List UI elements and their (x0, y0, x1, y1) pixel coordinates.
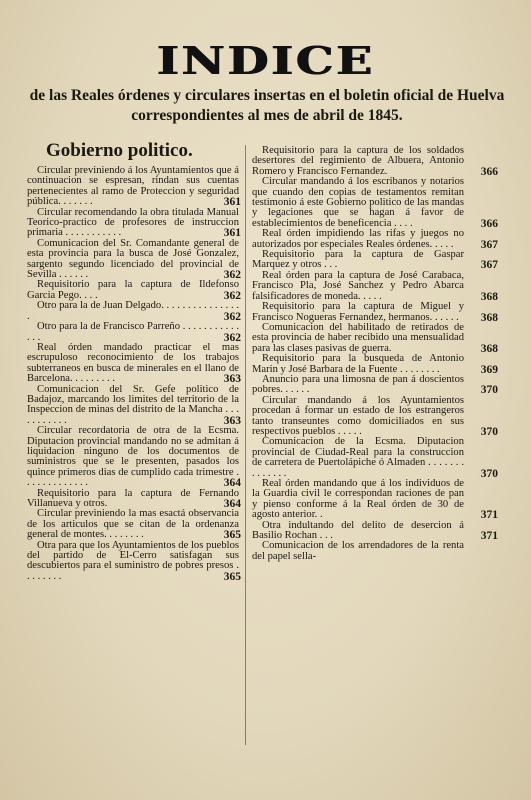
index-entry (252, 373, 498, 397)
entry-text: Comunicacion del Sr. Gefe politico de Badajoz, marcando los limites del territorio de la Inspeccion de minas del distrito de la Mancha . . . . . . . . . . . (27, 383, 239, 426)
entry-text: Comunicacion del Sr. Comandante general de esta provincia para la busca de José Gonzalez, sargento segundo licenciado del provincial de Sevilla . . . . . . (27, 237, 239, 281)
entry-text: Otra indultando del delito de desercion á Basilio Rochan . . . (252, 519, 464, 542)
entry-page-number: 366 (480, 217, 498, 230)
index-entry (252, 541, 464, 562)
entry-page-number: 361 (223, 227, 241, 240)
index-entry (252, 249, 498, 272)
entry-page-number: 363 (223, 373, 241, 386)
entry-page-number: 362 (223, 289, 241, 302)
entry-page-number: 362 (223, 310, 241, 323)
index-entry (252, 436, 498, 480)
entry-text: Requisitorio para la captura de los soldados desertores del regimiento de Albuera, Antonio Romero y Francisco Fernandez. (252, 145, 464, 177)
index-entry (252, 145, 498, 178)
entry-page-number: 362 (223, 331, 241, 344)
index-entry (252, 176, 498, 230)
entry-text: Circular recordatoria de otra de la Ecsma. Diputacion provincial mandando no se admitan á liquidacion ninguno de los documentos de suministros que se le presenten, pasados los quince primeros dias de cumplido cada trimestre . . . . . . . . . . . . . (27, 425, 239, 489)
page-subtitle: de las Reales órdenes y circulares insertas en el boletin oficial de Huelva correspondientes al mes de abril de 1845. (29, 87, 505, 124)
index-entry (252, 394, 498, 438)
index-entry (27, 489, 239, 510)
entry-page-number: 369 (480, 363, 498, 376)
entry-text: Requisitorio para la captura de Miguel y Francisco Nogueras Fernandez, hermanos. . . . . . (252, 301, 464, 323)
page-title: INDICE (156, 38, 375, 83)
index-entry (252, 519, 498, 543)
entry-page-number: 370 (480, 425, 498, 438)
entry-text: Comunicacion de los arrendadores de la renta del papel sella- (252, 540, 464, 562)
entry-page-number: 370 (480, 467, 498, 480)
index-entry (27, 239, 239, 281)
index-entry (27, 385, 239, 427)
entry-text: Otra para que los Ayuntamientos de los pueblos del partido de El-Cerro satisfagan sus descubiertos para el suministro de pobres presos . . . . . . . . (27, 539, 239, 582)
index-entry (27, 301, 239, 322)
index-entry (27, 322, 239, 343)
entry-text: Circular mandando á los escribanos y notarios que cuando den copias de testamentos remitan testimonio á este Gobierno politico de las mandas y legaciones que se hagan á favor de establecimientos de beneficencia . . . . (252, 176, 464, 229)
entry-page-number: 361 (223, 196, 241, 209)
entry-text: Circular recomendando la obra titulada Manual Teorico-practico de profesores de instruccion primaria . . . . . . . . . . . (27, 206, 239, 239)
entry-text: Real órden mandando que á los individuos de la Guardia civil le correspondan raciones de pan y pienso conforme á la Real órden de 30 de agosto anterior. . (252, 478, 464, 521)
index-entry (27, 166, 239, 208)
index-entry (27, 280, 239, 301)
entry-page-number: 367 (480, 259, 498, 272)
entry-text: Requisitorio para la captura de Fernando Villanueva y otros. (27, 487, 239, 509)
entry-text: Requisitorio para la captura de Gaspar Marquez y otros . . . (252, 249, 464, 271)
entry-text: Circular previniendo á los Ayuntamientos que á continuacion se espresan, rindan sus cuentas pertenecientes al ramo de Proteccion y seguridad pública. . . . . . . (27, 165, 239, 208)
column-divider (245, 145, 246, 745)
entry-text: Requisitorio para la captura de Ildefonso Garcia Pego. . . . (27, 279, 239, 301)
entry-text: Circular previniendo la mas esactá observancia de los articulos que se citan de la ordenanza general de montes. . . . . . . . (27, 508, 239, 541)
left-column (27, 166, 239, 582)
index-entry (27, 509, 239, 540)
index-entry (252, 353, 498, 376)
entry-text: Circular mandando á los Ayuntamientos procedan á formar un estado de los estrangeros tanto transeuntes como domiciliados en sus respectivos pueblos . . . . . (252, 394, 464, 437)
entry-page-number: 362 (223, 269, 241, 282)
entry-page-number: 366 (480, 165, 498, 178)
index-entry (252, 478, 498, 522)
entry-page-number: 368 (480, 290, 498, 303)
section-heading: Gobierno politico. (46, 140, 193, 161)
index-entry (252, 228, 498, 251)
entry-text: Real órden mandado practicar el mas escrupuloso reconocimiento de los trabajos subterraneos en busca de minerales en el llano de Barcelona. . . . . . . . . (27, 341, 239, 385)
right-column (252, 145, 498, 562)
index-entry (27, 343, 239, 385)
index-entry (252, 321, 498, 355)
entry-page-number: 365 (223, 570, 241, 583)
entry-page-number: 367 (480, 238, 498, 251)
entry-page-number: 370 (480, 384, 498, 397)
entry-text: Comunicacion de la Ecsma. Diputacion provincial de Ciudad-Real para la construccion de carretera de Puertolápiche ó Almaden . . . . . . . . . . . . . . (252, 436, 464, 479)
entry-text: Real órden impidiendo las rifas y juegos no autorizados por especiales Reales órdenes. . . . . (252, 228, 464, 250)
entry-page-number: 364 (223, 498, 241, 510)
entry-page-number: 368 (480, 342, 498, 355)
entry-page-number: 364 (223, 477, 241, 490)
entry-text: Otro para la de Juan Delgado. . . . . . . . . . . . . . . . (27, 300, 239, 322)
index-entry (252, 269, 498, 303)
index-entry (27, 541, 239, 583)
entry-page-number: 363 (223, 414, 241, 427)
entry-text: Anuncio para una limosna de pan á doscientos pobres. . . . . . (252, 373, 464, 396)
entry-page-number: 371 (480, 509, 498, 522)
entry-page-number: 368 (480, 311, 498, 324)
entry-text: Comunicacion del habilitado de retirados de esta provincia de haber recibido una mensualidad para las clases pasivas de guerra. (252, 321, 464, 354)
entry-text: Requisitorio para la busqueda de Antonio Marin y José Barbara de la Fuente . . . . . . . . (252, 353, 464, 375)
index-entry (27, 208, 239, 239)
index-entry (27, 426, 239, 488)
entry-text: Real órden para la captura de José Carabaca, Francisco Pla, José Sanchez y Pedro Abarca falsificadores de moneda. . . . . (252, 269, 464, 302)
entry-page-number: 371 (480, 530, 498, 543)
entry-text: Otro para la de Francisco Parreño . . . . . . . . . . . . . . (27, 321, 239, 343)
entry-page-number: 365 (223, 529, 241, 542)
index-entry (252, 301, 498, 324)
